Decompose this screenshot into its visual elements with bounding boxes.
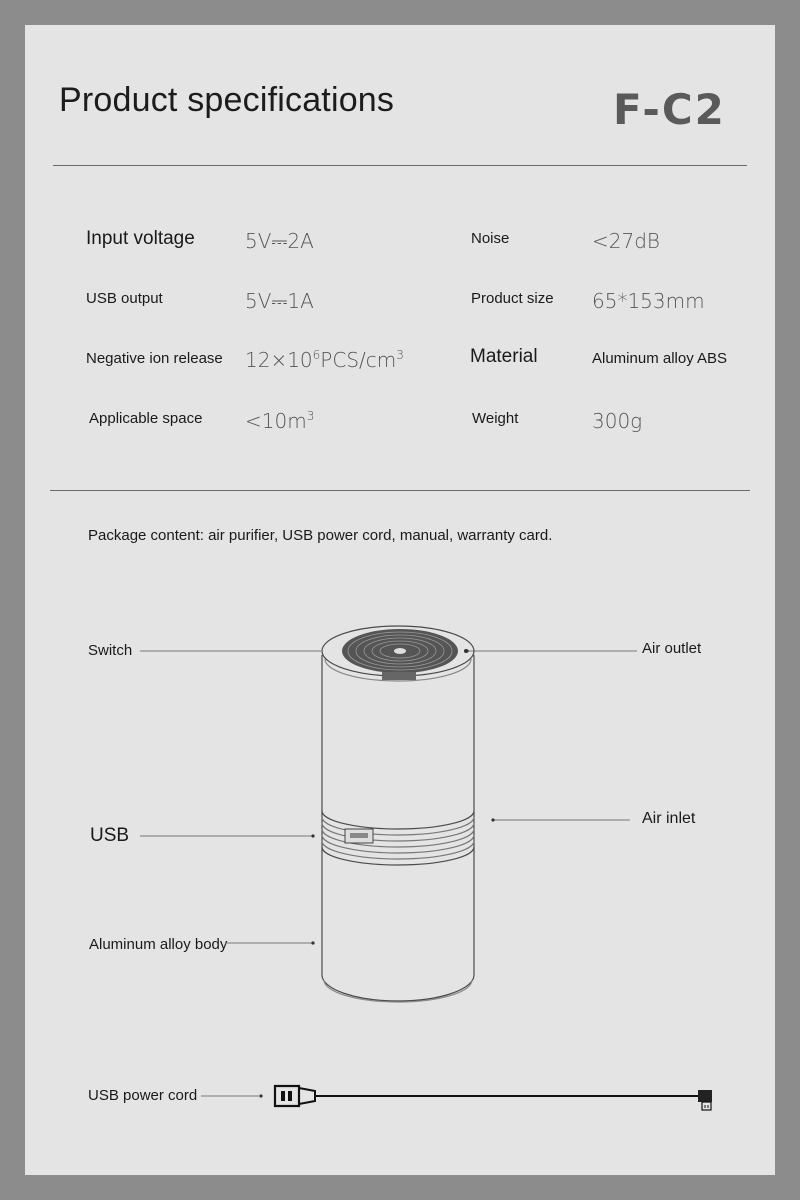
spec-label-product-size: Product size [471, 290, 554, 307]
callout-air-outlet: Air outlet [642, 640, 702, 657]
spec-value-weight: 300g [592, 409, 643, 433]
spec-label-weight: Weight [472, 410, 519, 427]
spec-value-usb-output: 5V⎓1A [245, 289, 314, 313]
purifier-body [322, 626, 474, 1002]
switch-dot-icon [464, 649, 468, 653]
callout-switch: Switch [88, 642, 133, 659]
spec-sheet [25, 25, 775, 1175]
spec-value-material: Aluminum alloy ABS [592, 350, 728, 367]
spec-value-applicable-space: $<10m^3$ [245, 409, 315, 433]
page-title: Product specifications [59, 81, 395, 119]
spec-label-applicable-space: Applicable space [89, 410, 203, 427]
callout-aluminum-body: Aluminum alloy body [89, 936, 228, 953]
spec-value-negative-ion: $12\times 10^6PCS/cm^3$ [245, 348, 404, 372]
spec-label-negative-ion: Negative ion release [86, 350, 223, 367]
package-content: Package content: air purifier, USB power cord, manual, warranty card. [88, 527, 553, 544]
callout-usb-power-cord: USB power cord [88, 1087, 198, 1104]
product-illustration [25, 25, 775, 1175]
callout-air-inlet: Air inlet [642, 810, 696, 827]
spec-value-input-voltage: 5V⎓2A [245, 229, 314, 253]
spec-label-material: Material [470, 346, 538, 367]
spec-label-usb-output: USB output [86, 290, 163, 307]
callout-usb: USB [90, 825, 130, 846]
spec-label-input-voltage: Input voltage [86, 228, 195, 249]
usb-cord-icon [275, 1086, 712, 1110]
spec-value-noise: <27dB [592, 229, 660, 253]
spec-value-product-size: 65*153mm [592, 289, 705, 313]
model-number: F-C2 [613, 85, 726, 134]
spec-label-noise: Noise [471, 230, 510, 247]
